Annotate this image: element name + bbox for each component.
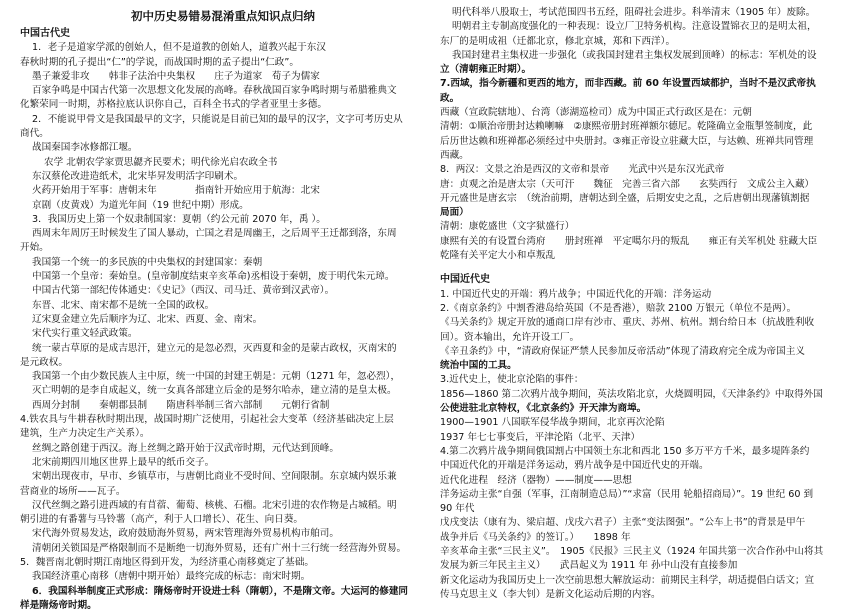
right-text-line: 2.《南京条约》中割香港岛给英国（不是香港），赔款 2100 万银元（单位不是两）。 [440,302,797,314]
left-text-line: 墨子兼爱非攻 韩非子法治中央集权 庄子为道家 荀子为儒家 [32,70,320,82]
right-text-line: 开元盛世是唐玄宗 （统治前期，唐朝达到全盛，后期安史之乱，之后唐朝出现藩镇割据 [440,192,810,204]
right-text-line: 西藏。 [440,149,469,161]
right-text-line: 公使进驻北京特权，《北京条约》开天津为商埠。 [440,403,647,415]
right-text-line: 统治中国的工具。 [440,360,517,372]
right-text-line: 4.第二次鸦片战争期间俄国割占中国领土东北和西北 150 多万平方千米，最多堤阵条约 [440,445,810,457]
right-text-line: 3.近代史上，使北京沦陷的事件： [440,374,584,386]
right-text-line: 1. 中国近代史的开端：鸦片战争；中国近代化的开端：洋务运动 [440,288,712,300]
right-text-line: 唐：贞观之治是唐太宗（天可汗 魏征 完善三省六部 玄奘西行 文成公主入藏） [440,178,815,190]
left-text-line: 东晋、北宋、南宋都不是统一全国的政权。 [32,299,215,311]
right-text-line: 明朝君主专制高度强化的一种表现：设立厂卫特务机构。注意设置锦衣卫的是明太祖， [452,21,817,33]
left-text-line: 我国第一个统一的多民族的中央集权的封建国家：秦朝 [32,256,263,268]
left-text-line: 宋代海外贸易发达，政府鼓励海外贸易，两宋管理海外贸易机构市舶司。 [32,528,339,540]
left-text-line: 中国第一个皇帝：秦始皇。(皇帝制度结束辛亥革命)丞相设于秦朝，废于明代朱元璋。 [32,271,395,283]
right-text-line: 东厂的是明成祖（迁都北京，修北京城，郑和下西洋）。 [440,35,676,47]
left-text-line: 宋朝出现夜市，早市、乡镇草市，与唐朝比商业不受时间、空间限制。东京城内娱乐兼 [32,471,397,483]
right-text-line: 1856—1860 第二次鸦片战争期间，英法攻陷北京，火烧圆明园，《天津条约》中取得外国 [440,388,823,400]
right-text-line: 后历世达赖和班禅都必须经过中央册封。③雍正帝设立驻藏大臣，与达赖、班禅共同管理 [440,135,814,147]
left-text-line: 6．我国科举制度正式形成：隋炀帝时开设进士科（隋朝），不是隋文帝。大运河的修建同 [32,585,409,597]
right-text-line: 立（清朝雍正时期）。 [440,64,532,76]
left-column [20,6,426,613]
left-text-line: 商代。 [20,128,49,140]
left-text-line: 1．老子是道家学派的创始人，但不是道教的创始人，道教兴起于东汉 [32,42,326,54]
right-text-line: 回）。资本输出，允许开设工厂。 [440,331,580,343]
left-text-line: 营商业的场所——瓦子。 [20,485,126,497]
left-text-line: 东汉蔡伦改进造纸术，北宋毕昇发明活字印刷术。 [32,170,244,182]
right-text-line: 1937 年七七事变后，平津沦陷（北平、天津） [440,431,641,443]
right-text-line: 康熙有关的有设置台湾府 册封班禅 平定噶尔丹的叛乱 雍正有关军机处 驻藏大臣 [440,235,818,247]
left-text-line: 农学 北朝农学家贾思勰齐民要术；明代徐光启农政全书 [44,156,278,168]
right-text-line: 近代化进程 经济（器物）——制度——思想 [440,474,632,486]
left-text-line: 春秋时期的孔子提出“仁”的学说，而战国时期的孟子提出“仁政”。 [20,56,299,68]
right-text-line: 局面） [440,207,469,219]
left-text-line: 丝绸之路创建于西汉。海上丝绸之路开始于汉武帝时期，元代达到顶峰。 [32,442,339,454]
right-text-line: 乾隆有关平定大小和卓叛乱 [440,250,556,262]
right-text-line: 戊戌变法（康有为、梁启超、戊戌六君子）主张“变法图强”。“公车上书”的背景是甲午 [440,517,806,529]
right-text-line: 1900—1901 八国联军侵华战争期间，北京再次沦陷 [440,417,665,429]
left-text-line: 京剧（皮黄戏）为道光年间（19 世纪中期）形成。 [32,199,249,211]
right-text-line: 《马关条约》规定开放的通商口岸有沙市、重庆、苏州、杭州。割台给日本（抗战胜利收 [440,317,815,329]
left-text-line: 战国秦国李冰修都江堰。 [32,142,138,154]
left-text-line: 中国古代史 [20,28,70,39]
left-text-line: 朝引进的有番薯与马铃薯（高产，利于人口增长）、花生、向日葵。 [20,514,304,526]
right-text-line: 发展为新三年民主主义） 武昌起义为 1911 年 孙中山没有直接参加 [440,560,738,572]
left-text-line: 我国第一个由少数民族人主中原，统一中国的封建王朝是：元朝（1271 年，忽必烈）， [32,371,401,383]
left-text-line: 是元政权。 [20,356,68,368]
right-text-line: 7.西域，指今新疆和更西的地方，而非西藏。前 60 年设置西域都护，当时不是汉武帝执 [440,78,816,90]
left-text-line: 火药开始用于军事：唐朝末年 指南针开始应用于航海：北宋 [32,185,320,197]
left-text-line: 百家争鸣是中国古代第一次思想文化发展的高峰。春秋战国百家争鸣时期与希腊雅典文 [32,85,397,97]
right-text-line: 《辛丑条约》中，“清政府保证严禁人民参加反帝活动”体现了清政府完全成为帝国主义 [440,345,805,357]
left-text-line: 清朝闭关锁国是严格限制而不是断绝一切海外贸易，还有广州十三行统一经营海外贸易。 [32,542,407,554]
right-text-line: 明代科举八股取士，考试范围四书五经，阻碍社会进步。科举清末（1905 年）废除。 [452,7,816,18]
right-text-line: 8．两汉：文景之治是西汉的文帝和景帝 光武中兴是东汉光武帝 [440,164,725,176]
left-text-line: 开始。 [20,242,49,254]
left-text-line: 北宋前期四川地区世界上最早的纸币交子。 [32,456,215,468]
right-column-body [440,6,844,602]
left-text-line: 西周分封制 秦朝郡县制 隋唐科举制三省六部制 元朝行省制 [32,399,330,411]
right-text-line: 中国近代化的开端是洋务运动，鸦片战争是中国近代史的开端。 [440,460,709,472]
left-text-line: 灭亡明朝的是李自成起义，统一女真各部建立后金的是努尔哈赤，建立清的是皇太极。 [32,385,397,397]
left-text-line: 宋代实行重文轻武政策。 [32,328,138,340]
right-text-line: 清朝：①顺治帝册封达赖喇嘛 ②康熙帝册封班禅额尔德尼。乾隆确立金瓶掣签制度，此 [440,121,813,133]
right-text-line: 辛亥革命主张“三民主义”。 1905《民报》三民主义（1924 年国共第一次合作孙中山将其 [440,545,824,557]
right-text-line [440,263,844,273]
left-text-line: 我国经济重心南移（唐朝中期开始）最终完成的标志：南宋时期。 [32,571,311,583]
right-text-line: 政。 [440,92,460,104]
right-text-line: 洋务运动主张“自强（军事，江南制造总局）”“求富（民用 轮船招商局）”。19 世纪 60 到 [440,488,814,500]
left-text-line: 建筑，生产力决定生产关系）。 [20,428,150,440]
right-column [440,6,844,602]
right-text-line: 传马克思主义（李大钊）是新文化运动后期的内容。 [440,588,661,600]
left-text-line: 5．魏晋南北朝时期江南地区得到开发，为经济重心南移奠定了基础。 [20,556,314,568]
left-text-line: 中国古代第一部纪传体通史：《史记》（西汉、司马迁、黄帝到汉武帝）。 [32,285,335,297]
left-column-body [20,27,426,613]
left-text-line: 2．不能说甲骨文是我国最早的文字，只能说是目前已知的最早的汉字，文字可考历史从 [32,113,403,125]
left-text-line: 3．我国历史上第一个奴隶制国家：夏朝（约公元前 2070 年，禹 ）。 [32,213,326,225]
left-text-line: 样是隋炀帝时期。 [20,599,97,611]
left-text-line: 西周末年周厉王时候发生了国人暴动，亡国之君是周幽王，之后周平王迁都到洛，东周 [32,228,397,240]
document-title: 初中历史易错易混淆重点知识点归纳 [131,9,315,23]
right-text-line: 新文化运动为我国历史上一次空前思想大解放运动：前期民主科学，胡适提倡白话文；宣 [440,574,815,586]
right-text-line: 我国封建君主集权进一步强化（或我国封建君主集权发展到顶峰）的标志：军机处的设 [452,49,817,61]
left-text-line: 4.铁农具与牛耕春秋时期出现，战国时期广泛使用，引起社会大变革（经济基础决定上层 [20,414,394,426]
right-text-line: 西藏（宣政院辖地）、台湾（澎湖巡检司）成为中国正式行政区是在：元朝 [440,107,752,119]
right-text-line: 90 年代 [440,503,475,515]
left-text-line: 辽宋夏金建立先后顺序为辽、北宋、西夏、金、南宋。 [32,313,263,325]
right-text-line: 清朝：康乾盛世（文字狱盛行） [440,221,575,233]
left-text-line: 统一蒙古草原的是成吉思汗，建立元的是忽必烈，灭西夏和金的是蒙古政权，灭南宋的 [32,342,397,354]
right-text-line: 中国近代史 [440,274,490,286]
right-text-line: 战争并后《马关条约》的签订。） 1898 年 [440,531,631,543]
left-text-line: 汉代丝绸之路引进西域的有苜蓿、葡萄、核桃、石榴。北宋引进的农作物是占城稻。明 [32,499,397,511]
left-text-line: 化繁荣同一时期，苏格拉底认识你自己，百科全书式的学者亚里士多德。 [20,99,327,111]
